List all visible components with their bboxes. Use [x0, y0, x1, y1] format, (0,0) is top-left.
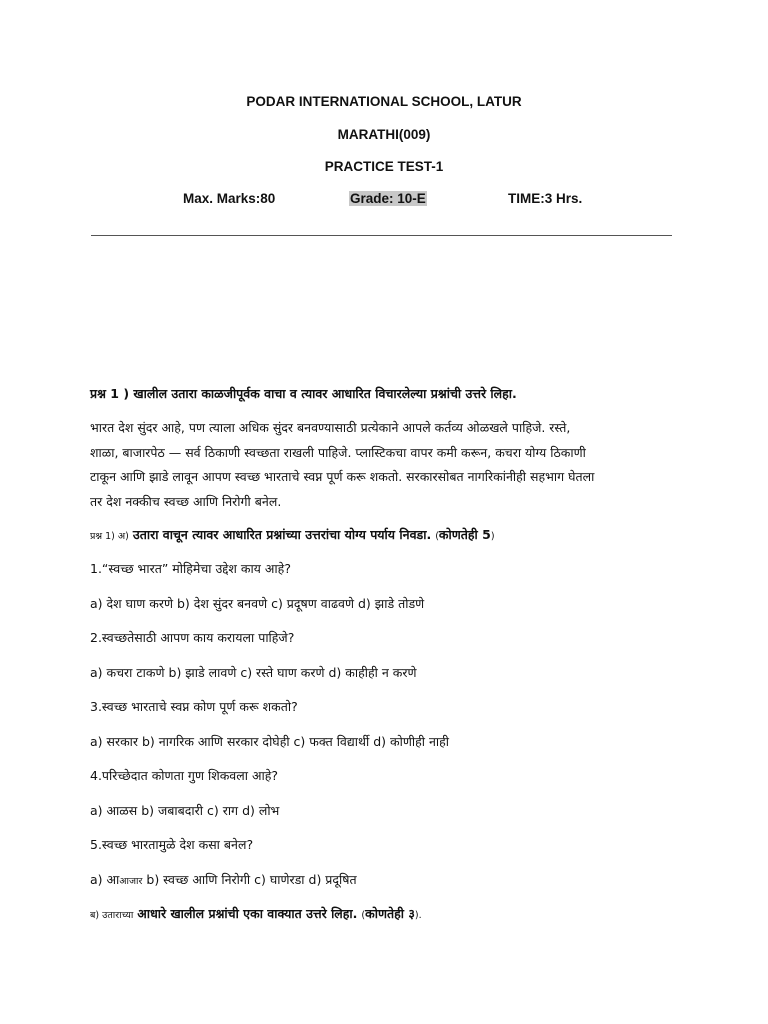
part-b-note: कोणतेही ३	[365, 906, 415, 921]
part-a-note: कोणतेही 5	[438, 527, 491, 542]
mcq-options-4: a) आळस b) जबाबदारी c) राग d) लोभ	[90, 803, 280, 818]
mcq-question-4: 4.परिच्छेदात कोणता गुण शिकवला आहे?	[90, 768, 278, 783]
part-b-text: आधारे खालील प्रश्नांची एका वाक्यात उत्तरे लिहा.	[137, 906, 358, 921]
max-marks: Max. Marks:80	[183, 191, 276, 206]
mcq-question-5: 5.स्वच्छ भारतामुळे देश कसा बनेल?	[90, 837, 254, 852]
mcq-options-3: a) सरकार b) नागरिक आणि सरकार दोघेही c) फक्त विद्यार्थी d) कोणीही नाही	[90, 734, 449, 749]
separator-line	[91, 235, 672, 236]
time-label: TIME:3 Hrs.	[508, 191, 583, 206]
mcq-options-1: a) देश घाण करणे b) देश सुंदर बनवणे c) प्रदूषण वाढवणे d) झाडे तोडणे	[90, 596, 425, 611]
part-a-text: उतारा वाचून त्यावर आधारित प्रश्नांच्या उत्तरांचा योग्य पर्याय निवडा.	[132, 527, 432, 542]
part-a-note-close: )	[490, 531, 495, 542]
passage-line: भारत देश सुंदर आहे, पण त्याला अधिक सुंदर बनवण्यासाठी प्रत्येकाने आपले कर्तव्य ओळखले पाहिजे. रस्ते,	[90, 420, 571, 435]
mcq-options-2: a) कचरा टाकणे b) झाडे लावणे c) रस्ते घाण करणे d) काहीही न करणे	[90, 665, 417, 680]
mcq-options-5	[90, 871, 357, 891]
mcq-question-2: 2.स्वच्छतेसाठी आपण काय करायला पाहिजे?	[90, 630, 295, 645]
mcq-options-5-small: आजार	[119, 876, 143, 887]
part-a-prefix: प्रश्न 1) अ)	[90, 531, 129, 542]
passage	[90, 416, 680, 514]
mcq-question-1: 1.“स्वच्छ भारत” मोहिमेचा उद्देश काय आहे?	[90, 561, 291, 576]
passage-line: टाकून आणि झाडे लावून आपण स्वच्छ भारताचे स्वप्न पूर्ण करू शकतो. सरकारसोबत नागरिकांनीही सहभाग घेतला	[90, 469, 595, 484]
grade-label	[349, 190, 427, 208]
question-1-heading: प्रश्न 1 ) खालील उतारा काळजीपूर्वक वाचा व त्यावर आधारित विचारलेल्या प्रश्नांची उत्तरे लिहा.	[90, 386, 517, 401]
school-name: PODAR INTERNATIONAL SCHOOL, LATUR	[246, 94, 522, 109]
part-a-instruction	[90, 526, 495, 546]
passage-line: तर देश नक्कीच स्वच्छ आणि निरोगी बनेल.	[90, 493, 282, 509]
subject-title: MARATHI(009)	[337, 127, 431, 142]
part-b-prefix: ब) उताराच्या	[90, 910, 134, 921]
mcq-question-3: 3.स्वच्छ भारताचे स्वप्न कोण पूर्ण करू शकतो?	[90, 699, 298, 714]
part-b-instruction	[90, 905, 422, 925]
part-b-note-close: ).	[414, 910, 422, 921]
mcq-options-5-rest: b) स्वच्छ आणि निरोगी c) घाणेरडा d) प्रदूषित	[142, 872, 357, 887]
part-b-note-open: (	[361, 910, 366, 921]
mcq-options-5-prefix: a) आ	[90, 872, 120, 887]
test-title: PRACTICE TEST-1	[324, 159, 444, 174]
grade-highlight: Grade: 10-E	[350, 191, 426, 206]
part-a-note-open: (	[435, 531, 439, 542]
passage-line: शाळा, बाजारपेठ — सर्व ठिकाणी स्वच्छता राखली पाहिजे. प्लास्टिकचा वापर कमी करून, कचरा योग्य ठिकाणी	[90, 444, 586, 460]
